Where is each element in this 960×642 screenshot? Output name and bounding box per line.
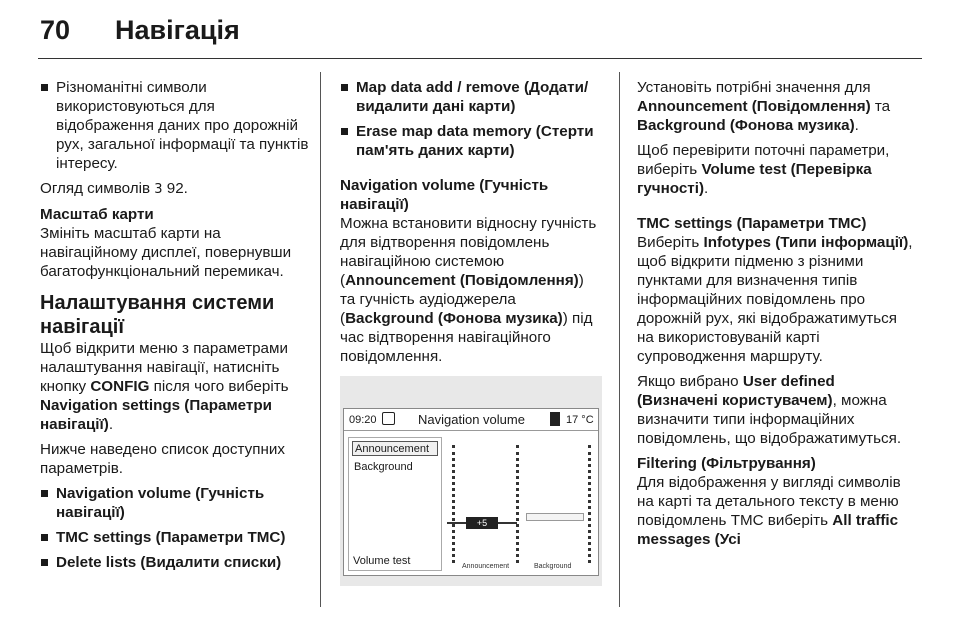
header-divider <box>38 58 922 59</box>
volume-test-paragraph: Щоб перевірити поточні параметри, виберіть Volume test (Перевірка гучності). <box>637 142 890 197</box>
column-3 <box>637 78 917 555</box>
screen-temperature: 17 °C <box>566 414 594 426</box>
list-item: Erase map data memory (Стерти пам'ять даних карти) <box>340 122 602 160</box>
filtering-heading: Filtering (Фільтрування) <box>637 455 816 472</box>
announcement-slider[interactable]: +5 <box>466 517 498 529</box>
user-defined-paragraph: Якщо вибрано User defined (Визначені користувачем), можна визначити типи інформаційних повідомлень, що відображатимуться. <box>637 373 902 447</box>
scale-dots-left <box>452 445 455 563</box>
label-announcement: Announcement <box>462 563 510 570</box>
list-item: TMC settings (Параметри TMC) <box>40 528 310 547</box>
label-background: Background <box>534 563 572 570</box>
overview-reference: Огляд символів 3 92. <box>40 180 188 197</box>
settings-paragraph: Щоб відкрити меню з параметрами налаштування навігації, натисніть кнопку CONFIG після чого виберіть Navigation settings (Параметри навігації). <box>40 340 289 433</box>
page-ref-icon: 3 <box>154 182 163 197</box>
screen-title: Navigation volume <box>418 412 525 427</box>
column-1 <box>40 78 310 578</box>
column-2 <box>340 78 602 372</box>
column-divider-1 <box>320 72 321 607</box>
filtering-paragraph: Для відображення у вигляді символів на карті та детального тексту в меню повідомлень TMC виберіть All traffic messages (Усі <box>637 474 901 548</box>
nav-volume-heading: Navigation volume (Гучність навігації) <box>340 177 549 213</box>
list-intro: Нижче наведено список доступних параметрів. <box>40 441 285 477</box>
list-item: Map data add / remove (Додати/ видалити дані карти) <box>340 78 602 116</box>
background-slider[interactable] <box>526 513 584 521</box>
nav-volume-text: Можна встановити відносну гучність для відтворення повідомлень навігаційною системою (Announcement (Повідомлення)) та гучність аудіоджерела (Background (Фонова музика)) під час відтворення навігаційного повідомлення. <box>340 215 597 365</box>
tmc-paragraph: Виберіть Infotypes (Типи інформації), щоб відкрити підменю з різними пунктами для визначення типів інформаційних повідомлень про дорожній рух, які відображатимуться на використовуваній карті супроводження маршруту. <box>637 234 913 365</box>
section-heading: Налаштування системи навігації <box>40 292 275 338</box>
menu-item-background[interactable]: Background <box>354 461 413 473</box>
scale-dots-right <box>588 445 591 563</box>
screen-menu <box>348 437 442 571</box>
nav-volume-screen <box>343 408 599 576</box>
page-header <box>0 0 960 58</box>
map-scale-text: Змініть масштаб карти на навігаційному дисплеї, повернувши багатофункціональний перемикач. <box>40 225 292 280</box>
menu-item-announcement[interactable]: Announcement <box>352 441 438 456</box>
screen-time: 09:20 <box>349 414 377 426</box>
list-item: Navigation volume (Гучність навігації) <box>40 484 310 522</box>
tmc-heading: TMC settings (Параметри TMC) <box>637 215 867 232</box>
page-title: Навігація <box>115 15 240 45</box>
list-item: Delete lists (Видалити списки) <box>40 553 310 572</box>
phone-icon <box>550 412 560 426</box>
page-number: 70 <box>40 15 71 45</box>
column-divider-2 <box>619 72 620 607</box>
map-scale-heading: Масштаб карти <box>40 206 154 223</box>
set-values-paragraph: Установіть потрібні значення для Announcement (Повідомлення) та Background (Фонова музика). <box>637 79 891 134</box>
screen-figure <box>340 376 602 586</box>
list-item: Різноманітні символи використовуються для відображення даних про дорожній рух, загальної інформації та пунктів інтересу. <box>40 78 310 173</box>
scale-dots-mid <box>516 445 519 563</box>
clock-icon <box>382 412 395 425</box>
menu-item-volume-test[interactable]: Volume test <box>353 555 411 567</box>
screen-status-bar <box>344 409 598 431</box>
